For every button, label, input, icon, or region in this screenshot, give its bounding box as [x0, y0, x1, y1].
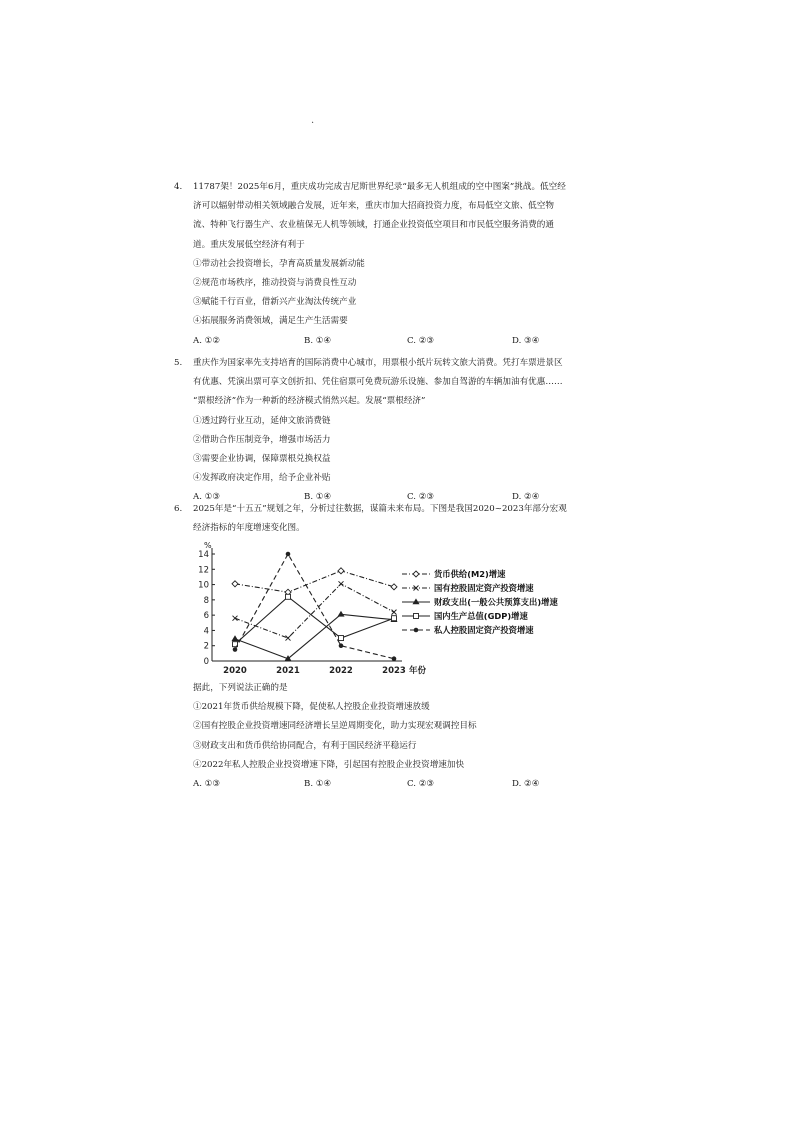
legend-marker-0 [413, 571, 419, 577]
series-line-1 [235, 584, 394, 638]
q5-option-b[interactable]: B. ①④ [304, 492, 332, 503]
series-0-point-0 [232, 581, 238, 587]
question-5 [174, 354, 626, 507]
y-axis-unit: % [204, 541, 212, 550]
series-3-point-1 [286, 594, 291, 599]
q4-line-2: 济可以辐射带动相关领域融合发展，近年来，重庆市加大招商投资力度，布局低空文旅、低空物 [193, 201, 554, 212]
y-tick-label-2: 4 [203, 626, 209, 637]
y-tick-label-5: 10 [198, 580, 209, 591]
q4-option-c[interactable]: C. ②③ [407, 335, 435, 346]
series-1-point-3 [392, 610, 397, 615]
q5-line-1 [174, 354, 626, 373]
legend-label-2: 财政支出(一般公共预算支出)增速 [434, 597, 558, 607]
series-3-point-2 [339, 636, 344, 641]
series-2-point-0 [232, 636, 238, 641]
series-4-point-3 [392, 656, 397, 661]
q5-statement-2: ②借助合作压制竞争，增强市场活力 [193, 434, 331, 445]
q4-option-b[interactable]: B. ①④ [304, 335, 332, 346]
q6-text-1: 2025年是“十五五”规划之年，分析过往数据，谋篇未来布局。下图是我国2020~2023年部分宏观 [193, 504, 567, 514]
q6-statement-2: ②国有控股企业投资增速同经济增长呈逆周期变化，助力实现宏观调控目标 [193, 721, 477, 732]
series-0-point-3 [391, 584, 397, 590]
q4-line-3: 流、特种飞行器生产、农业植保无人机等领域，打通企业投资低空项目和市民低空服务消费的通 [193, 220, 554, 231]
q4-statement-3: ③赋能千行百业，借新兴产业淘汰传统产业 [193, 297, 357, 308]
series-0-point-2 [338, 568, 344, 574]
q4-line-1 [174, 178, 626, 197]
q6-option-c[interactable]: C. ②③ [407, 779, 435, 790]
y-tick-label-1: 2 [203, 641, 209, 652]
q6-options [174, 775, 626, 794]
q4-line-4: 道。重庆发展低空经济有利于 [193, 239, 305, 250]
y-tick-label-3: 6 [203, 611, 209, 622]
question-6-body [174, 679, 626, 794]
series-line-0 [235, 571, 394, 592]
y-tick-label-6: 12 [198, 565, 209, 576]
q4-option-a[interactable]: A. ①② [193, 335, 221, 346]
q5-statement-1: ①透过跨行业互动，延伸文旅消费链 [193, 415, 331, 426]
q6-intro: 据此，下列说法正确的是 [193, 683, 288, 693]
series-line-2 [235, 614, 394, 658]
series-4-point-1 [286, 552, 291, 557]
legend-label-0: 货币供给(M2)增速 [434, 569, 506, 579]
legend-label-4: 私人控股固定资产投资增速 [434, 625, 534, 635]
series-2-point-2 [338, 611, 344, 616]
legend-marker-4 [414, 628, 419, 633]
legend-marker-3 [414, 614, 419, 619]
q6-option-a[interactable]: A. ①③ [193, 779, 221, 790]
series-3-point-3 [392, 616, 397, 621]
x-tick-label-0: 2020 [223, 666, 247, 676]
q6-statement-1: ①2021年货币供给规模下降，促使私人控股企业投资增速放缓 [193, 702, 430, 713]
top-mark: · [311, 118, 315, 129]
q5-statement-4: ④发挥政府决定作用，给予企业补贴 [193, 473, 331, 484]
q6-line-1 [174, 500, 626, 519]
q6-statement-4: ④2022年私人控股企业投资增速下降，引起国有控股企业投资增速加快 [193, 759, 465, 770]
q5-option-c[interactable]: C. ②③ [407, 492, 435, 503]
q4-statement-4: ④拓展服务消费领域，满足生产生活需要 [193, 316, 348, 327]
y-tick-label-7: 14 [198, 550, 209, 560]
q4-number: 4. [174, 182, 183, 192]
q5-number: 5. [174, 358, 183, 368]
x-tick-label-2: 2022 [329, 666, 353, 676]
q6-number: 6. [174, 504, 183, 514]
q4-statement-2: ②规范市场秩序，推动投资与消费良性互动 [193, 278, 357, 289]
q5-line-3: “票根经济”作为一种新的经济模式悄然兴起。发展“票根经济” [193, 396, 426, 407]
q5-statement-3: ③需要企业协调，保障票根兑换权益 [193, 454, 331, 465]
q5-line-2: 有优惠、凭演出票可享文创折扣、凭住宿票可免费玩游乐设施、参加自驾游的车辆加油有优惠…… [193, 377, 563, 388]
series-4-point-0 [233, 647, 238, 652]
series-1-point-1 [286, 636, 291, 641]
q6-line-2: 经济指标的年度增速变化图。 [193, 523, 305, 534]
q5-option-d[interactable]: D. ②④ [512, 492, 540, 503]
y-tick-label-0: 0 [203, 657, 209, 667]
legend-label-1: 国有控股固定资产投资增速 [434, 583, 534, 593]
legend-label-3: 国内生产总值(GDP)增速 [434, 611, 528, 621]
growth-chart-svg [190, 540, 630, 678]
series-1-point-0 [233, 616, 238, 621]
series-1-point-2 [339, 581, 344, 586]
q4-text-1: 11787架！2025年6月，重庆成功完成吉尼斯世界纪录“最多无人机组成的空中图案”挑战。低空经 [193, 182, 566, 192]
q4-options [174, 332, 626, 351]
q6-option-b[interactable]: B. ①④ [304, 779, 332, 790]
series-4-point-2 [339, 643, 344, 648]
y-tick-label-4: 8 [203, 595, 209, 606]
x-tick-label-3: 2023 [382, 666, 406, 676]
x-tick-label-1: 2021 [276, 666, 300, 676]
growth-chart [190, 540, 630, 678]
q6-statement-3: ③财政支出和货币供给协同配合，有利于国民经济平稳运行 [193, 740, 417, 751]
question-6 [174, 500, 626, 538]
q6-option-d[interactable]: D. ②④ [512, 779, 540, 790]
q5-text-1: 重庆作为国家率先支持培育的国际消费中心城市，用票根小纸片玩转文旅大消费。凭打车票进景区 [193, 358, 563, 368]
question-4 [174, 178, 626, 351]
x-axis-label: 年份 [409, 666, 427, 676]
q4-option-d[interactable]: D. ③④ [512, 335, 540, 346]
q4-statement-1: ①带动社会投资增长，孕育高质量发展新动能 [193, 258, 365, 269]
series-line-4 [235, 554, 394, 659]
q5-option-a[interactable]: A. ①③ [193, 492, 221, 503]
